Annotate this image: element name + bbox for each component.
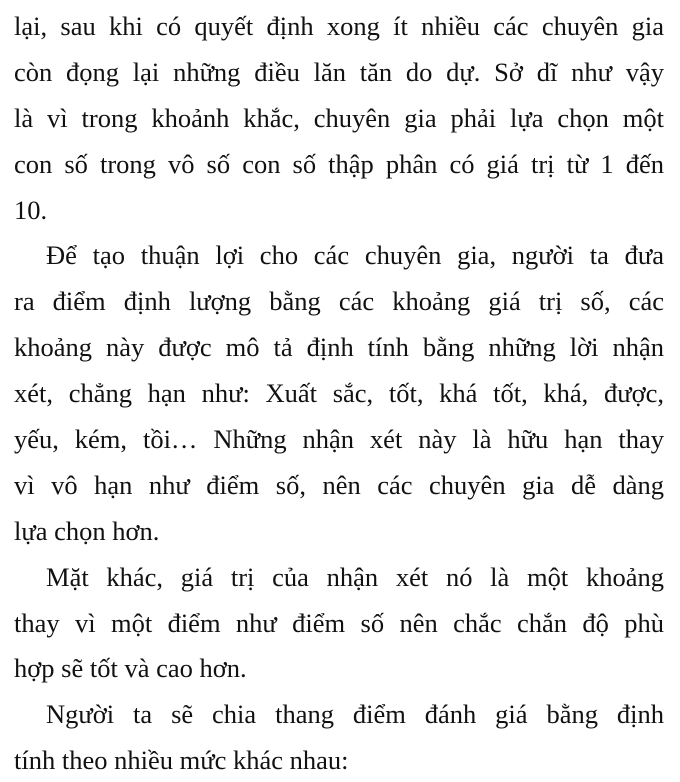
text-line: yếu, kém, tồi… Những nhận xét này là hữu hạn thay	[14, 424, 664, 454]
text-line: tính theo nhiều mức khác nhau:	[14, 745, 349, 775]
text-line: là vì trong khoảnh khắc, chuyên gia phải lựa chọn một	[14, 103, 664, 133]
text-line: 10.	[14, 195, 48, 225]
paragraph-first-line: Để tạo thuận lợi cho các chuyên gia, người ta đưa	[46, 240, 664, 270]
text-line: còn đọng lại những điều lăn tăn do dự. Sở dĩ như vậy	[14, 57, 664, 87]
text-line: ra điểm định lượng bằng các khoảng giá trị số, các	[14, 286, 664, 316]
text-line: lại, sau khi có quyết định xong ít nhiều các chuyên gia	[14, 11, 664, 41]
text-line: lựa chọn hơn.	[14, 516, 160, 546]
text-line: vì vô hạn như điểm số, nên các chuyên gia dễ dàng	[14, 470, 664, 500]
paragraph-first-line: Mặt khác, giá trị của nhận xét nó là một khoảng	[46, 562, 664, 592]
text-line: con số trong vô số con số thập phân có giá trị từ 1 đến	[14, 149, 664, 179]
text-line: xét, chẳng hạn như: Xuất sắc, tốt, khá tốt, khá, được,	[14, 378, 664, 408]
text-line: thay vì một điểm như điểm số nên chắc chắn độ phù	[14, 608, 664, 638]
text-line: hợp sẽ tốt và cao hơn.	[14, 653, 247, 683]
paragraph-first-line: Người ta sẽ chia thang điểm đánh giá bằng định	[46, 699, 664, 729]
text-line: khoảng này được mô tả định tính bằng những lời nhận	[14, 332, 664, 362]
